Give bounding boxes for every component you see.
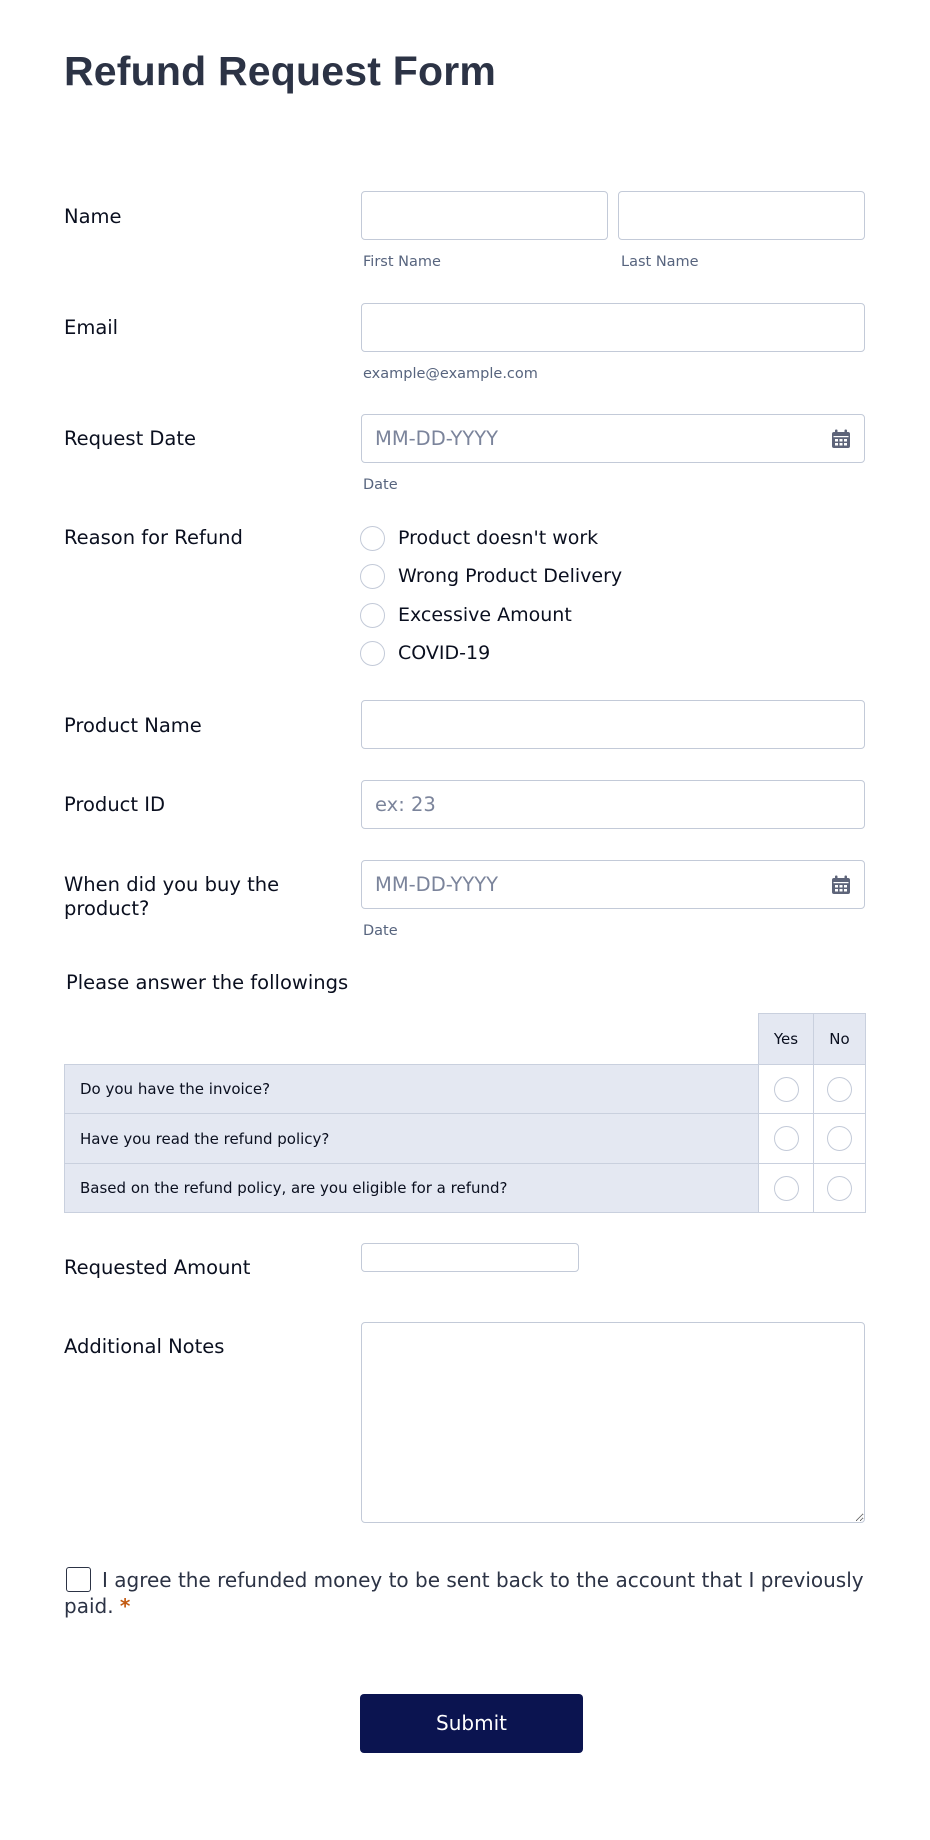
matrix-row	[64, 1113, 759, 1164]
reason-option-1[interactable]: Wrong Product Delivery	[398, 565, 623, 587]
matrix-row-question: Do you have the invoice?	[80, 1080, 271, 1098]
first-name-input[interactable]	[361, 191, 608, 240]
reason-radio-2[interactable]	[360, 603, 385, 628]
reason-option-0[interactable]: Product doesn't work	[398, 527, 599, 549]
required-asterisk: *	[119, 1594, 131, 1618]
matrix-row	[64, 1163, 759, 1213]
matrix-cell	[813, 1163, 866, 1213]
form-title: Refund Request Form	[64, 48, 497, 94]
reason-radio-3[interactable]	[360, 641, 385, 666]
additional-notes-label: Additional Notes	[64, 1335, 225, 1358]
matrix-cell	[758, 1064, 814, 1114]
matrix-cell	[758, 1163, 814, 1213]
matrix-radio-0-no[interactable]	[827, 1077, 852, 1102]
reason-radio-1[interactable]	[360, 564, 385, 589]
matrix-row	[64, 1064, 759, 1114]
purchase-date-sublabel: Date	[363, 923, 398, 939]
first-name-sublabel: First Name	[363, 254, 441, 270]
reason-option-3[interactable]: COVID-19	[398, 642, 491, 664]
request-date-sublabel: Date	[363, 477, 398, 493]
requested-amount-input[interactable]	[361, 1243, 579, 1272]
matrix-cell	[813, 1113, 866, 1164]
last-name-sublabel: Last Name	[621, 254, 699, 270]
matrix-col-yes: Yes	[758, 1013, 814, 1065]
matrix-cell	[758, 1113, 814, 1164]
agreement-line1: I agree the refunded money to be sent back to the account that I previously	[102, 1568, 864, 1592]
purchase-date-input[interactable]	[361, 860, 865, 909]
email-sublabel: example@example.com	[363, 366, 538, 382]
agreement-line2: paid.	[64, 1594, 114, 1618]
agreement-text[interactable]	[64, 1567, 864, 1619]
reason-radio-0[interactable]	[360, 526, 385, 551]
matrix-radio-2-no[interactable]	[827, 1176, 852, 1201]
purchase-date-label-line1: When did you buy the	[64, 873, 280, 896]
matrix-radio-1-yes[interactable]	[774, 1126, 799, 1151]
reason-option-2[interactable]: Excessive Amount	[398, 604, 572, 626]
calendar-icon[interactable]	[831, 429, 851, 449]
product-id-input[interactable]	[361, 780, 865, 829]
matrix-heading: Please answer the followings	[66, 971, 349, 994]
product-name-label: Product Name	[64, 714, 202, 737]
email-label: Email	[64, 316, 119, 339]
product-name-input[interactable]	[361, 700, 865, 749]
reason-label: Reason for Refund	[64, 526, 243, 549]
submit-button[interactable]: Submit	[360, 1694, 583, 1753]
purchase-date-label-line2: product?	[64, 897, 150, 920]
calendar-icon[interactable]	[831, 875, 851, 895]
last-name-input[interactable]	[618, 191, 865, 240]
email-input[interactable]	[361, 303, 865, 352]
matrix-cell	[813, 1064, 866, 1114]
matrix-row-question: Have you read the refund policy?	[80, 1130, 330, 1148]
matrix-row-question: Based on the refund policy, are you eligible for a refund?	[80, 1179, 508, 1197]
matrix-col-no: No	[813, 1013, 866, 1065]
purchase-date-label	[64, 873, 279, 921]
request-date-input[interactable]	[361, 414, 865, 463]
requested-amount-label: Requested Amount	[64, 1256, 251, 1279]
matrix-radio-2-yes[interactable]	[774, 1176, 799, 1201]
request-date-label: Request Date	[64, 427, 197, 450]
matrix-radio-0-yes[interactable]	[774, 1077, 799, 1102]
product-id-label: Product ID	[64, 793, 166, 816]
additional-notes-textarea[interactable]	[361, 1322, 865, 1523]
matrix-radio-1-no[interactable]	[827, 1126, 852, 1151]
name-label: Name	[64, 205, 122, 228]
